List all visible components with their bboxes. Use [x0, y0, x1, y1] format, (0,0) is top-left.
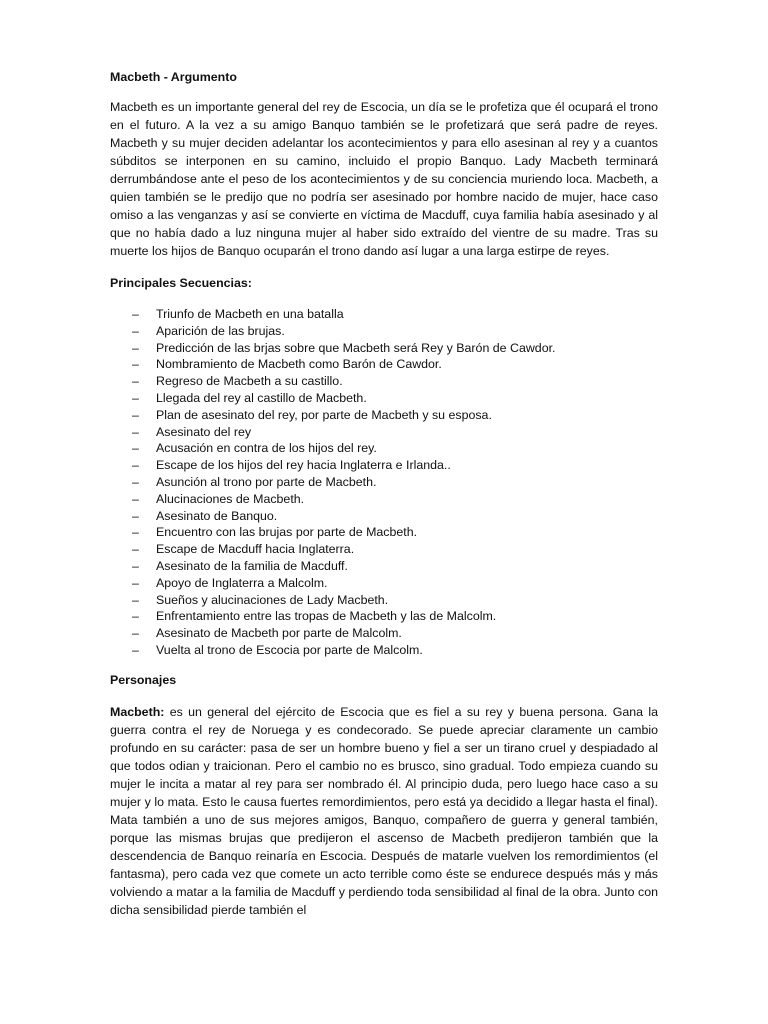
- sequence-text: Asesinato de Macbeth por parte de Malcolm.: [156, 626, 402, 641]
- macbeth-label: Macbeth:: [110, 704, 165, 719]
- dash-bullet: –: [132, 374, 139, 389]
- sequence-item: [110, 457, 658, 474]
- dash-bullet: –: [132, 592, 139, 607]
- sequence-item: [110, 575, 658, 592]
- sequences-list: [110, 306, 658, 659]
- sequence-text: Nombramiento de Macbeth como Barón de Cawdor.: [156, 357, 442, 372]
- sequence-text: Asesinato de Banquo.: [156, 508, 278, 523]
- dash-bullet: –: [132, 424, 139, 439]
- sequence-item: [110, 642, 658, 659]
- dash-bullet: –: [132, 307, 139, 321]
- dash-bullet: –: [132, 441, 139, 456]
- sequence-text: Asunción al trono por parte de Macbeth.: [156, 474, 377, 489]
- sequence-text: Triunfo de Macbeth en una batalla: [156, 307, 344, 321]
- document-title: Macbeth - Argumento: [110, 70, 237, 84]
- dash-bullet: –: [132, 357, 139, 372]
- sequence-text: Enfrentamiento entre las tropas de Macbeth y las de Malcolm.: [156, 609, 497, 624]
- sequence-text: Plan de asesinato del rey, por parte de Macbeth y su esposa.: [156, 407, 492, 422]
- sequence-text: Asesinato del rey: [156, 424, 252, 439]
- sequence-item: [110, 474, 658, 491]
- sequence-item: [110, 592, 658, 609]
- sequence-text: Vuelta al trono de Escocia por parte de Malcolm.: [156, 642, 423, 657]
- macbeth-paragraph: [110, 703, 658, 919]
- argument-paragraph: Macbeth es un importante general del rey de Escocia, un día se le profetiza que él ocupará el trono en el futuro. A la vez a su amigo Banquo también se le profetizará que será padre de reyes. Macbeth y su mujer deciden adelantar los acontecimientos y para ello asesinan al rey y a cuantos súbditos se interponen en su camino, incluido el propio Banquo. Lady Macbeth terminará derrumbándose ante el peso de los acontecimientos y de su conciencia muriendo loca. Macbeth, a quien también se le predijo que no podría ser asesinado por hombre nacido de mujer, hace caso omiso a las venganzas y así se convierte en víctima de Macduff, cuya familia había asesinado y al que no había dado a luz ninguna mujer al haber sido extraído del vientre de su madre. Tras su muerte los hijos de Banquo ocuparán el trono dando así lugar a una larga estirpe de reyes.: [110, 100, 658, 258]
- dash-bullet: –: [132, 474, 139, 489]
- sequence-item: [110, 306, 658, 323]
- sequence-item: [110, 491, 658, 508]
- dash-bullet: –: [132, 390, 139, 405]
- sequence-text: Escape de los hijos del rey hacia Inglaterra e Irlanda..: [156, 458, 451, 473]
- sequence-item: [110, 508, 658, 525]
- sequence-item: [110, 356, 658, 373]
- sequence-text: Predicción de las brjas sobre que Macbeth será Rey y Barón de Cawdor.: [156, 340, 556, 355]
- dash-bullet: –: [132, 626, 139, 641]
- sequence-text: Acusación en contra de los hijos del rey.: [156, 441, 377, 456]
- sequence-item: [110, 424, 658, 441]
- sequence-text: Escape de Macduff hacia Inglaterra.: [156, 542, 355, 557]
- sequence-text: Aparición de las brujas.: [156, 323, 285, 338]
- document-content: [110, 68, 658, 933]
- sequence-item: [110, 440, 658, 457]
- sequence-item: [110, 323, 658, 340]
- dash-bullet: –: [132, 558, 139, 573]
- sequence-text: Apoyo de Inglaterra a Malcolm.: [156, 575, 328, 590]
- sequence-text: Alucinaciones de Macbeth.: [156, 491, 305, 506]
- sequences-heading: Principales Secuencias:: [110, 276, 252, 290]
- sequence-item: [110, 340, 658, 357]
- sequence-item: [110, 373, 658, 390]
- dash-bullet: –: [132, 642, 139, 657]
- dash-bullet: –: [132, 458, 139, 473]
- dash-bullet: –: [132, 491, 139, 506]
- sequence-item: [110, 390, 658, 407]
- sequence-text: Asesinato de la familia de Macduff.: [156, 558, 348, 573]
- dash-bullet: –: [132, 609, 139, 624]
- macbeth-description: es un general del ejército de Escocia que es fiel a su rey y buena persona. Gana la guerra contra el rey de Noruega y es condecorado. Se puede apreciar claramente un cambio profundo en su carácter: pasa de ser un hombre bueno y fiel a ser un tirano cruel y despiadado al que todos odian y traicionan. Pero el cambio no es brusco, sino gradual. Todo empieza cuando su mujer le incita a matar al rey para ser nombrado él. Al principio duda, pero luego hace caso a su mujer y lo mata. Esto le causa fuertes remordimientos, pero está ya decidido a llegar hasta el final). Mata también a uno de sus mejores amigos, Banquo, compañero de guerra y general también, porque las mismas brujas que predijeron el ascenso de Macbeth predijeron también que la descendencia de Banquo reinaría en Escocia. Después de matarle vuelven los remordimientos (el fantasma), pero cada vez que comete un acto terrible como éste se endurece después más y más volviendo a matar a la familia de Macduff y perdiendo toda sensibilidad al final de la obra. Junto con dicha sensibilidad pierde también el: [110, 704, 658, 917]
- sequence-item: [110, 558, 658, 575]
- sequence-text: Encuentro con las brujas por parte de Macbeth.: [156, 525, 418, 540]
- sequence-text: Regreso de Macbeth a su castillo.: [156, 374, 343, 389]
- dash-bullet: –: [132, 508, 139, 523]
- sequence-item: [110, 608, 658, 625]
- sequence-item: [110, 625, 658, 642]
- dash-bullet: –: [132, 542, 139, 557]
- sequence-text: Sueños y alucinaciones de Lady Macbeth.: [156, 592, 389, 607]
- dash-bullet: –: [132, 323, 139, 338]
- characters-heading: Personajes: [110, 672, 177, 687]
- dash-bullet: –: [132, 525, 139, 540]
- sequence-item: [110, 541, 658, 558]
- sequence-item: [110, 524, 658, 541]
- dash-bullet: –: [132, 575, 139, 590]
- dash-bullet: –: [132, 340, 139, 355]
- dash-bullet: –: [132, 407, 139, 422]
- sequence-item: [110, 407, 658, 424]
- sequence-text: Llegada del rey al castillo de Macbeth.: [156, 390, 367, 405]
